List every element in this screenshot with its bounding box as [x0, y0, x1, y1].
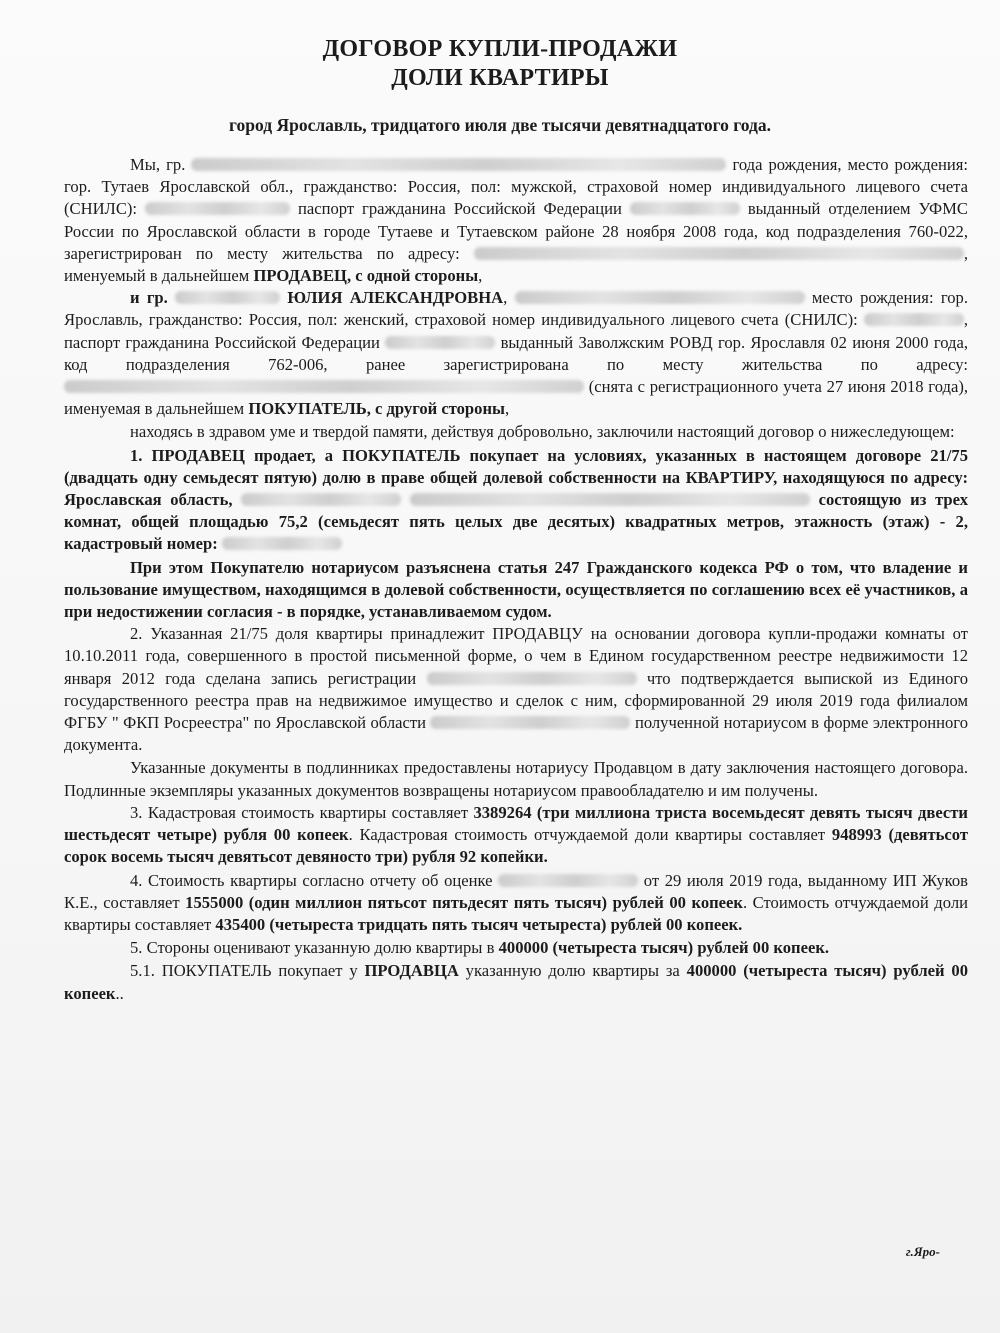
redacted-passport [385, 336, 495, 349]
text: указанную долю квартиры за [465, 961, 680, 981]
text: место рождения: гор. Ярославль, гражданство: Россия, пол: женский, страховой номер индивидуального лицевого счета (СНИЛС): [64, 288, 968, 330]
redacted-cadastral-number [222, 537, 342, 550]
text: . Стоимость отчуждаемой доли квартиры составляет [64, 892, 968, 934]
text: 3389264 (три миллиона триста восемьдесят девять тысяч двести шестьдесят четыре) рубля 00 копеек [64, 802, 968, 845]
text: (снята с регистрационного учета 27 июня 2018 года), именуемая в дальнейшем [64, 377, 968, 419]
clause-5 [64, 937, 968, 959]
text: , паспорт гражданина Российской Федерации [64, 310, 969, 352]
clause-1-note [64, 557, 968, 624]
clause-4 [64, 870, 968, 937]
contract-body [64, 154, 968, 1005]
redacted-snils [145, 202, 290, 215]
seller-paragraph [64, 154, 968, 287]
text: 4. Стоимость квартиры согласно отчету об оценке [130, 870, 493, 890]
text: выданный отделением УФМС России по Ярославской области в городе Тутаеве и Тутаевском районе 28 ноября 2008 года, код подразделения 760-022, зарегистрирован по месту жительства по адресу: [64, 199, 968, 263]
documents-paragraph: Указанные документы в подлинниках предоставлены нотариусу Продавцом в дату заключения настоящего договора. Подлинные экземпляры указанных документов возвращены нотариусом правообладателю и им получены. [64, 758, 968, 800]
redacted-extract-number [430, 716, 630, 729]
text: Мы, гр. [130, 155, 186, 174]
text: 5.1. ПОКУПАТЕЛЬ покупает у [130, 961, 358, 981]
document-title-line1: ДОГОВОР КУПЛИ-ПРОДАЖИ [322, 36, 678, 62]
text: состоящую из трех комнат, общей площадью 75,2 (семьдесят пять целых две десятых) квадратных метров, этажность (этаж) - 2, кадастровый номер: [64, 490, 968, 554]
redacted-address [241, 493, 401, 506]
text: 5. Стороны оценивают указанную долю квартиры в [130, 938, 495, 958]
text: паспорт гражданина Российской Федерации [297, 199, 622, 219]
text: 400000 (четыреста тысяч) рублей 00 копеек [64, 961, 969, 1003]
text: , именуемый в дальнейшем [64, 243, 968, 286]
redacted-registration-number [427, 672, 637, 685]
text: , [504, 399, 510, 419]
buyer-paragraph [64, 287, 968, 420]
redacted-snils [864, 313, 964, 326]
text: 948993 (девятьсот сорок восемь тысяч девятьсот девяносто три) рубля 92 копейки. [64, 825, 968, 867]
clause-3 [64, 802, 968, 869]
redacted-seller-name [191, 158, 726, 171]
text: 3. Кадастровая стоимость квартиры составляет [130, 802, 469, 822]
text: 435400 (четыреста тридцать пять тысяч четыреста) рублей 00 копеек. [215, 914, 743, 934]
redacted-address [410, 493, 810, 506]
text: 1. ПРОДАВЕЦ продает, а ПОКУПАТЕЛЬ покупает на условиях, указанных в настоящем договоре 21/75 (двадцать одну семьдесят пятую) долю в праве общей долевой собственности на КВАРТИРУ, находящуюся по адресу: Ярославская область, [64, 445, 968, 510]
text: , [503, 288, 508, 308]
redacted-buyer-surname [175, 291, 280, 304]
text: 1555000 (один миллион пятьсот пятьдесят пять тысяч) рублей 00 копеек [185, 892, 743, 912]
redacted-report-number [498, 874, 638, 887]
text: .. [115, 983, 124, 1003]
document-title-line2: ДОЛИ КВАРТИРЫ [391, 65, 609, 91]
city-date-line: город Ярославль, тридцатого июля две тысячи девятнадцатого года. [229, 115, 771, 135]
text: от 29 июля 2019 года, выданному ИП Жуков К.Е., составляет [64, 870, 968, 912]
redacted-birthdate [515, 291, 805, 304]
clause-5-1 [64, 960, 968, 1004]
seller-party-label: ПРОДАВЕЦ, с одной стороны [253, 266, 479, 286]
text: , [478, 266, 483, 286]
text: 2. Указанная 21/75 доля квартиры принадлежит ПРОДАВЦУ на основании договора купли-продажи комнаты от 10.10.2011 года, совершенного в простой письменной форме, о чем в Едином государственном реестре недвижимости 12 января 2012 года сделана запись регистрации [64, 624, 968, 688]
text: что подтверждается выпиской из Единого государственного реестра прав на недвижимое имущество и сделок с ним, сформированной 29 июля 2019 года филиалом ФГБУ " ФКП Росреестра" по Ярославской области [64, 668, 968, 733]
text: ПРОДАВЦА [364, 961, 459, 981]
buyer-party-label: ПОКУПАТЕЛЬ, с другой стороны [248, 399, 505, 419]
redacted-address [474, 247, 964, 260]
intro-paragraph: находясь в здравом уме и твердой памяти, действуя добровольно, заключили настоящий договор о нижеследующем: [130, 422, 955, 442]
text: 400000 (четыреста тысяч) рублей 00 копеек. [498, 938, 830, 958]
clause-2 [64, 623, 968, 756]
redacted-passport [630, 202, 740, 215]
redacted-address [64, 380, 584, 393]
text: года рождения, место рождения: гор. Тутаев Ярославской обл., гражданство: Россия, пол: мужской, страховой номер индивидуального лицевого счета (СНИЛС): [64, 155, 968, 219]
clause-1 [64, 445, 968, 556]
buyer-name: ЮЛИЯ АЛЕКСАНДРОВНА [287, 288, 504, 308]
text: полученной нотариусом в форме электронного документа. [64, 713, 969, 755]
text: При этом Покупателю нотариусом разъяснена статья 247 Гражданского кодекса РФ о том, что владение и пользование имуществом, находящимся в долевой собственности, осуществляется по соглашению всех её участников, а при недостижении согласия - в порядке, устанавливаемом судом. [64, 557, 968, 622]
text: выданный Заволжским РОВД гор. Ярославля 02 июня 2000 года, код подразделения 762-006, ранее зарегистрирована по месту жительства по адресу: [64, 332, 968, 374]
text: и гр. [130, 288, 168, 308]
text: . Кадастровая стоимость отчуждаемой доли квартиры составляет [348, 825, 826, 845]
page-continuation-note: г.Яро- [905, 1244, 940, 1259]
